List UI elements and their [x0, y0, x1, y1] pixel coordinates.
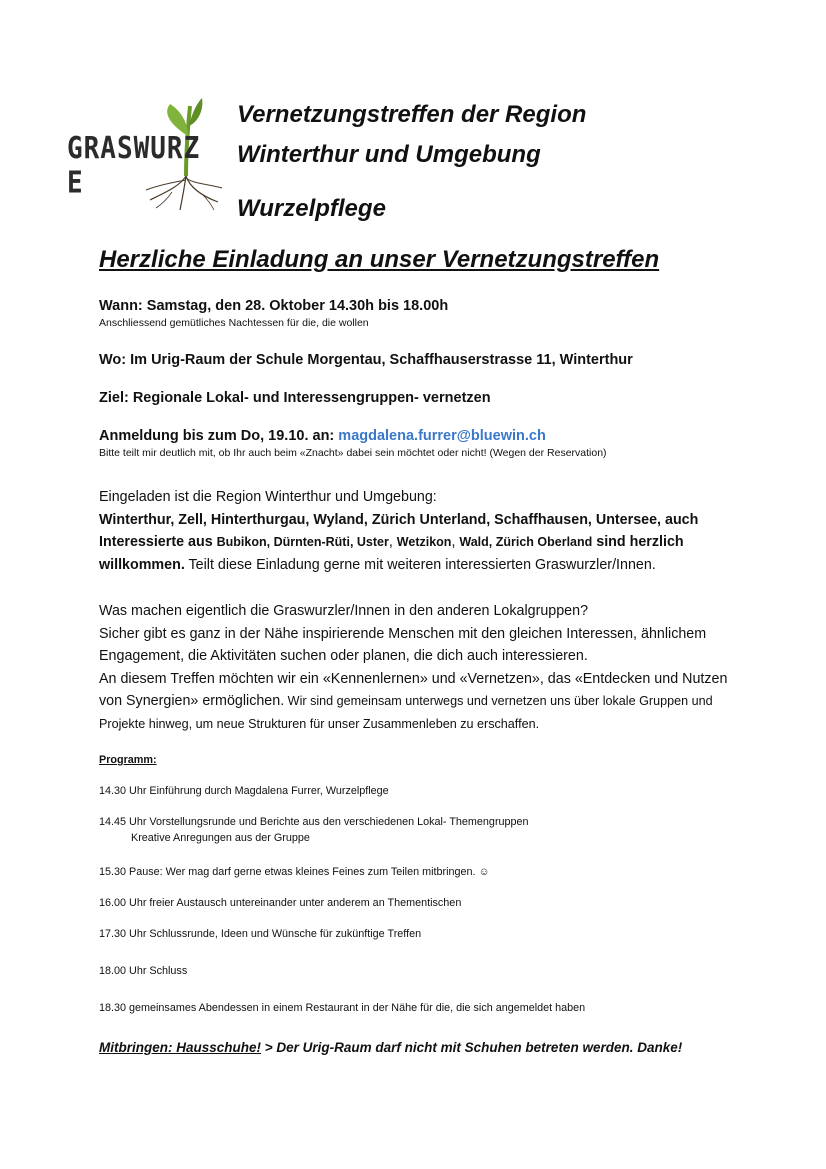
email-link[interactable]: magdalena.furrer@bluewin.ch: [338, 428, 546, 444]
program-item: 15.30 Pause: Wer mag darf gerne etwas kleines Feines zum Teilen mitbringen. ☺: [99, 866, 490, 878]
registration-label: Anmeldung bis zum Do, 19.10. an:: [99, 428, 339, 444]
program-item: 18.30 gemeinsames Abendessen in einem Restaurant in der Nähe für die, die sich angemeldet haben: [99, 1002, 586, 1014]
invite-paragraph: [99, 486, 739, 576]
about-sentence-2: An diesem Treffen möchten wir ein «Kennenlernen» und «Vernetzen», das «Entdecken und Nutzen von Synergien» ermöglichen. Wir sind gemeinsam unterwegs und vernetzen uns über lokale Gruppen und Projekte hinweg, um neue Strukturen für unser Zusammenleben zu erschaffen.: [99, 670, 728, 731]
invitation-heading: Herzliche Einladung an unser Vernetzungstreffen: [99, 246, 660, 273]
program-item: 14.45 Uhr Vorstellungsrunde und Berichte aus den verschiedenen Lokal- Themengruppen Kreative Anregungen aus der Gruppe: [99, 816, 529, 844]
about-paragraph: [99, 600, 729, 735]
where-label: Wo: Im Urig-Raum der Schule Morgentau, Schaffhauserstrasse 11, Winterthur: [99, 352, 633, 368]
program-item: 18.00 Uhr Schluss: [99, 965, 188, 977]
when-note: Anschliessend gemütliches Nachtessen für die, die wollen: [99, 317, 369, 329]
graswurzle-logo: [62, 96, 232, 212]
logo-wordmark: GRASWURZ E: [67, 131, 201, 201]
goal-label: Ziel: Regionale Lokal- und Interessengruppen- vernetzen: [99, 390, 491, 406]
title-line-1: Vernetzungstreffen der Region: [237, 101, 587, 128]
invite-intro: Eingeladen ist die Region Winterthur und Umgebung:: [99, 489, 437, 505]
registration-note: Bitte teilt mir deutlich mit, ob Ihr auch beim «Znacht» dabei sein möchtet oder nicht! (Wegen der Reservation): [99, 447, 607, 459]
invite-body: Winterthur, Zell, Hinterthurgau, Wyland, Zürich Unterland, Schaffhausen, Untersee, auch Interessierte aus Bubikon, Dürnten-Rüti, Uster, Wetzikon, Wald, Zürich Oberland sind herzlich willkommen. Teilt diese Einladung gerne mit weiteren interessierten Graswurzler/Innen.: [99, 511, 699, 573]
title-line-3: Wurzelpflege: [237, 195, 386, 222]
program-item: 17.30 Uhr Schlussrunde, Ideen und Wünsche für zukünftige Treffen: [99, 928, 422, 940]
program-item: 16.00 Uhr freier Austausch untereinander unter anderem an Thementischen: [99, 897, 462, 909]
about-question: Was machen eigentlich die Graswurzler/Innen in den anderen Lokalgruppen?: [99, 603, 589, 619]
title-line-2: Winterthur und Umgebung: [237, 141, 541, 168]
bring-label: Mitbringen: Hausschuhe!: [99, 1040, 262, 1055]
bring-note: [99, 1040, 682, 1055]
registration-section: [99, 428, 739, 459]
about-sentence-1: Sicher gibt es ganz in der Nähe inspirierende Menschen mit den gleichen Interessen, ähnlichem Engagement, die Aktivitäten suchen oder planen, die dich auch interessieren.: [99, 625, 707, 664]
when-label: Wann: Samstag, den 28. Oktober 14.30h bis 18.00h: [99, 298, 449, 314]
bring-text: > Der Urig-Raum darf nicht mit Schuhen betreten werden. Danke!: [261, 1040, 683, 1055]
program-title: Programm:: [99, 754, 157, 766]
program-item: 14.30 Uhr Einführung durch Magdalena Furrer, Wurzelpflege: [99, 785, 389, 797]
when-section: [99, 298, 739, 329]
